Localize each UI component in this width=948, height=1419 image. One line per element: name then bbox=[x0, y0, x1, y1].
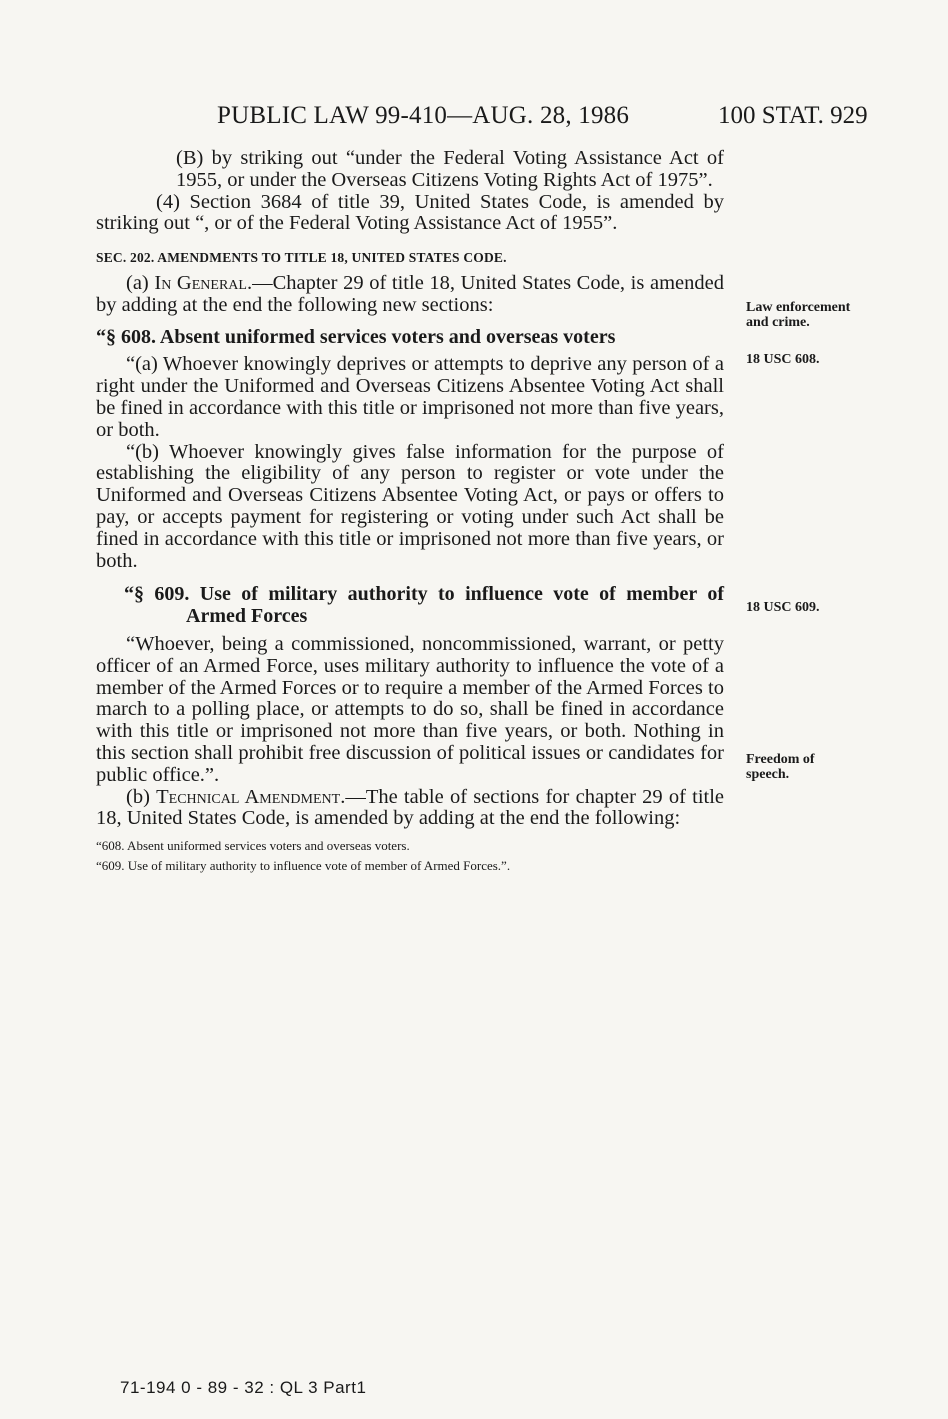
a-label: (a) bbox=[126, 271, 155, 294]
paragraph-b-item bbox=[96, 148, 724, 192]
paragraph-item-4: (4) Section 3684 of title 39, United States Code, is amended by striking out “, or of the Federal Voting Assistance Act of 1955”. bbox=[96, 190, 724, 235]
paragraph-609: “Whoever, being a commissioned, noncommissioned, warrant, or petty officer of an Armed Force, uses military authority to influence the vote of a member of the Armed Forces or to require a member of the Armed Forces to march to a polling place, or attempts to do so, shall be fined in accordance with this title or imprisoned not more than five years, or both. Nothing in this section shall prohibit free discussion of political issues or candidates for public office.”. bbox=[96, 632, 724, 786]
b-caps: Technical Amendment bbox=[156, 785, 341, 808]
toc-entry-608: “608. Absent uniformed services voters and overseas voters. bbox=[96, 838, 410, 854]
paragraph-b bbox=[96, 787, 724, 831]
b-label: (b) bbox=[126, 785, 157, 808]
b-item-text: (B) by striking out “under the Federal Voting Assistance Act of 1955, or under the Overseas Citizens Voting Rights Act of 1975”. bbox=[176, 147, 724, 191]
page-header-stat: 100 STAT. 929 bbox=[718, 102, 868, 129]
b-text: .—The table of sections for chapter 29 of title 18, United States Code, is amended by adding at the end the following: bbox=[96, 785, 724, 830]
paragraph-a bbox=[96, 273, 724, 317]
a-text: .—Chapter 29 of title 18, United States Code, is amended by adding at the end the following new sections: bbox=[96, 271, 724, 316]
section-608-heading: “§ 608. Absent uniformed services voters and overseas voters bbox=[96, 325, 616, 348]
margin-note-freedom: Freedom of speech. bbox=[746, 752, 815, 782]
paragraph-608b: “(b) Whoever knowingly gives false information for the purpose of establishing the eligibility of any person to register or vote under the Uniformed and Overseas Citizens Absentee Voting Act, or pays or offers to pay, or accepts payment for registering or voting under such Act shall be fined in accordance with this title or imprisoned not more than five years, or both. bbox=[96, 440, 724, 572]
paragraph-608a: “(a) Whoever knowingly deprives or attempts to deprive any person of a right under the Uniformed and Overseas Citizens Absentee Voting Act shall be fined in accordance with this title or imprisoned not more than five years, or both. bbox=[96, 353, 724, 441]
body-text bbox=[96, 148, 724, 876]
section-609-heading: “§ 609. Use of military authority to influence vote of member of Armed Forces bbox=[124, 583, 724, 628]
page-footer-code: 71-194 0 - 89 - 32 : QL 3 Part1 bbox=[120, 1378, 367, 1397]
margin-note-usc609: 18 USC 609. bbox=[746, 600, 820, 615]
section-202-heading: SEC. 202. AMENDMENTS TO TITLE 18, UNITED STATES CODE. bbox=[96, 250, 507, 266]
margin-note-law: Law enforcement and crime. bbox=[746, 300, 851, 330]
toc-entry-609: “609. Use of military authority to influence vote of member of Armed Forces.”. bbox=[96, 858, 511, 874]
a-caps: In General bbox=[154, 271, 247, 294]
margin-note-usc608: 18 USC 608. bbox=[746, 352, 820, 367]
page-header-title: PUBLIC LAW 99-410—AUG. 28, 1986 bbox=[217, 102, 630, 129]
